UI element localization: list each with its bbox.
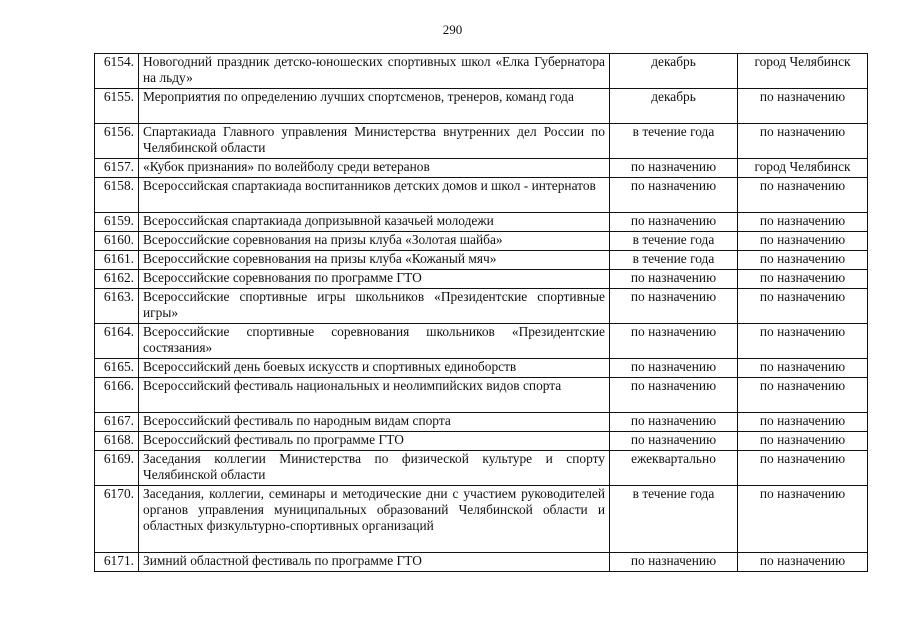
- event-title: Новогодний праздник детско-юношеских спортивных школ «Елка Губернатора на льду»: [139, 54, 610, 89]
- event-title: Всероссийский фестиваль по программе ГТО: [139, 432, 610, 451]
- event-place: город Челябинск: [738, 54, 868, 89]
- event-period: по назначению: [610, 159, 738, 178]
- event-title: Всероссийские соревнования по программе ГТО: [139, 270, 610, 289]
- event-place: по назначению: [738, 124, 868, 159]
- table-row: [95, 159, 868, 178]
- row-number: 6165.: [95, 359, 139, 378]
- table-row: [95, 451, 868, 486]
- row-number: 6171.: [95, 553, 139, 572]
- event-title: Мероприятия по определению лучших спортсменов, тренеров, команд года: [139, 89, 610, 124]
- table-row: [95, 324, 868, 359]
- table-row: [95, 89, 868, 124]
- event-period: по назначению: [610, 324, 738, 359]
- event-period: декабрь: [610, 54, 738, 89]
- event-period: по назначению: [610, 289, 738, 324]
- event-place: по назначению: [738, 451, 868, 486]
- event-place: по назначению: [738, 413, 868, 432]
- event-place: по назначению: [738, 178, 868, 213]
- event-title: «Кубок признания» по волейболу среди ветеранов: [139, 159, 610, 178]
- event-title: Всероссийский день боевых искусств и спортивных единоборств: [139, 359, 610, 378]
- event-period: по назначению: [610, 432, 738, 451]
- table-row: [95, 289, 868, 324]
- event-place: по назначению: [738, 213, 868, 232]
- event-period: по назначению: [610, 553, 738, 572]
- table-row: [95, 251, 868, 270]
- event-place: по назначению: [738, 89, 868, 124]
- table-row: [95, 432, 868, 451]
- event-place: по назначению: [738, 270, 868, 289]
- row-number: 6157.: [95, 159, 139, 178]
- event-title: Всероссийский фестиваль по народным видам спорта: [139, 413, 610, 432]
- table-row: [95, 486, 868, 553]
- event-title: Всероссийская спартакиада допризывной казачьей молодежи: [139, 213, 610, 232]
- table-row: [95, 54, 868, 89]
- event-title: Всероссийские спортивные игры школьников «Президентские спортивные игры»: [139, 289, 610, 324]
- event-period: по назначению: [610, 213, 738, 232]
- events-table: [94, 53, 868, 572]
- event-place: по назначению: [738, 232, 868, 251]
- event-place: по назначению: [738, 486, 868, 553]
- event-period: по назначению: [610, 359, 738, 378]
- event-place: по назначению: [738, 251, 868, 270]
- event-title: Заседания, коллегии, семинары и методические дни с участием руководителей органов управления муниципальных образований Челябинской области и областных физкультурно-спортивных организаций: [139, 486, 610, 553]
- row-number: 6160.: [95, 232, 139, 251]
- row-number: 6169.: [95, 451, 139, 486]
- row-number: 6168.: [95, 432, 139, 451]
- page-number: 290: [442, 22, 463, 37]
- event-title: Всероссийский фестиваль национальных и неолимпийских видов спорта: [139, 378, 610, 413]
- event-place: по назначению: [738, 378, 868, 413]
- table-row: [95, 124, 868, 159]
- event-title: Зимний областной фестиваль по программе ГТО: [139, 553, 610, 572]
- table-row: [95, 213, 868, 232]
- table-row: [95, 178, 868, 213]
- event-title: Всероссийская спартакиада воспитанников детских домов и школ - интернатов: [139, 178, 610, 213]
- row-number: 6156.: [95, 124, 139, 159]
- row-number: 6159.: [95, 213, 139, 232]
- row-number: 6162.: [95, 270, 139, 289]
- table-row: [95, 413, 868, 432]
- event-title: Спартакиада Главного управления Министерства внутренних дел России по Челябинской области: [139, 124, 610, 159]
- table-row: [95, 232, 868, 251]
- event-period: по назначению: [610, 178, 738, 213]
- row-number: 6164.: [95, 324, 139, 359]
- event-period: по назначению: [610, 270, 738, 289]
- event-title: Всероссийские спортивные соревнования школьников «Президентские состязания»: [139, 324, 610, 359]
- event-place: по назначению: [738, 432, 868, 451]
- table-row: [95, 359, 868, 378]
- row-number: 6170.: [95, 486, 139, 553]
- event-period: в течение года: [610, 486, 738, 553]
- row-number: 6166.: [95, 378, 139, 413]
- event-place: по назначению: [738, 289, 868, 324]
- table-row: [95, 378, 868, 413]
- event-period: в течение года: [610, 124, 738, 159]
- event-place: по назначению: [738, 359, 868, 378]
- event-period: по назначению: [610, 378, 738, 413]
- event-title: Всероссийские соревнования на призы клуба «Кожаный мяч»: [139, 251, 610, 270]
- event-place: город Челябинск: [738, 159, 868, 178]
- row-number: 6163.: [95, 289, 139, 324]
- table-row: [95, 553, 868, 572]
- event-title: Всероссийские соревнования на призы клуба «Золотая шайба»: [139, 232, 610, 251]
- row-number: 6167.: [95, 413, 139, 432]
- row-number: 6158.: [95, 178, 139, 213]
- table-row: [95, 270, 868, 289]
- row-number: 6155.: [95, 89, 139, 124]
- events-table-body: [95, 54, 868, 572]
- event-title: Заседания коллегии Министерства по физической культуре и спорту Челябинской области: [139, 451, 610, 486]
- event-place: по назначению: [738, 324, 868, 359]
- event-period: по назначению: [610, 413, 738, 432]
- event-period: декабрь: [610, 89, 738, 124]
- row-number: 6161.: [95, 251, 139, 270]
- row-number: 6154.: [95, 54, 139, 89]
- event-place: по назначению: [738, 553, 868, 572]
- event-period: в течение года: [610, 251, 738, 270]
- event-period: ежеквартально: [610, 451, 738, 486]
- event-period: в течение года: [610, 232, 738, 251]
